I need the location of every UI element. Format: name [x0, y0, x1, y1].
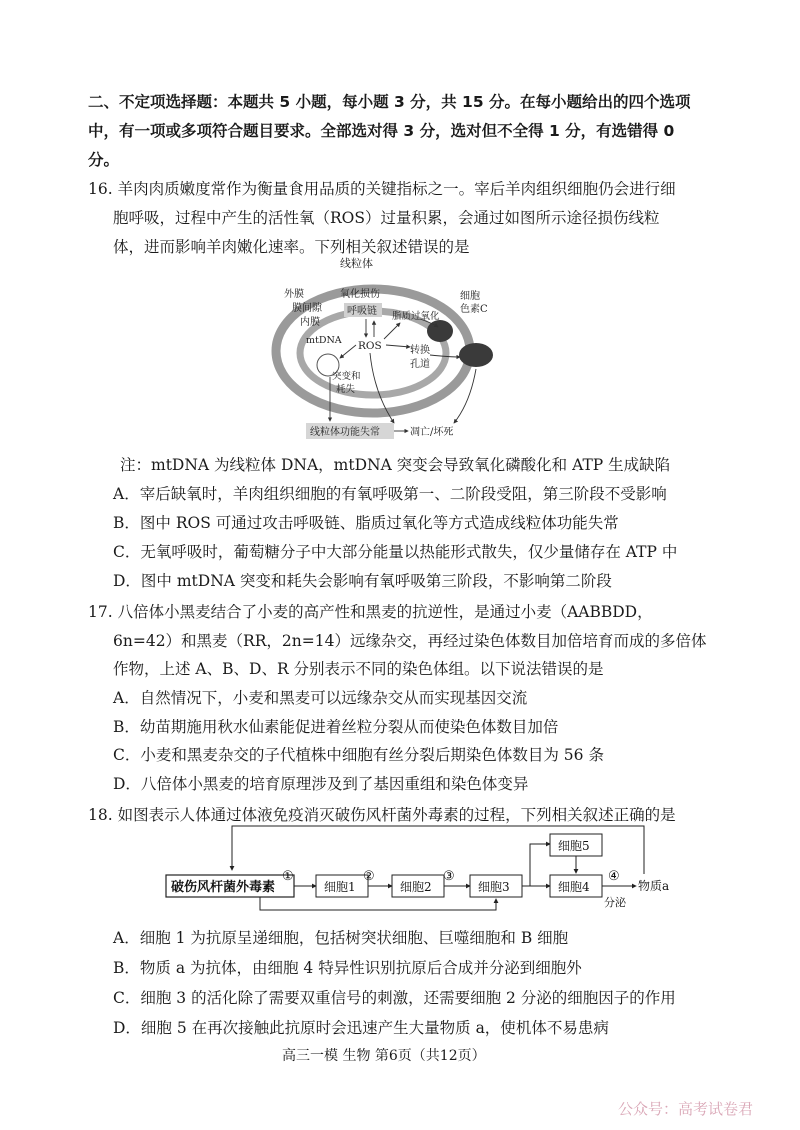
label-cell2: 细胞2 [400, 880, 432, 894]
q18-option-a: A．细胞 1 为抗原呈递细胞，包括树突状细胞、巨噬细胞和 B 细胞 [113, 929, 569, 947]
section-header-line-2: 中，有一项或多项符合题目要求。全部选对得 3 分，选对但不全得 1 分，有选错得 0 [88, 122, 675, 140]
label-step-4: ④ [608, 869, 620, 884]
label-cell5: 细胞5 [558, 839, 590, 853]
q18-stem-line-1: 18. 如图表示人体通过体液免疫消灭破伤风杆菌外毒素的过程，下列相关叙述正确的是 [88, 806, 676, 824]
label-intermembrane: 膜间隙 [292, 303, 322, 314]
section-header-line-1: 二、不定项选择题：本题共 5 小题，每小题 3 分，共 15 分。在每小题给出的四个选项 [88, 93, 691, 111]
q16-option-d: D．图中 mtDNA 突变和耗失会影响有氧呼吸第三阶段，不影响第二阶段 [113, 572, 612, 590]
q16-option-c: C．无氧呼吸时，葡萄糖分子中大部分能量以热能形式散失，仅少量储存在 ATP 中 [113, 543, 678, 561]
label-outer-membrane: 外膜 [284, 289, 304, 300]
q16-option-b: B．图中 ROS 可通过攻击呼吸链、脂质过氧化等方式造成线粒体功能失常 [113, 514, 619, 532]
arrow-ros-to-pore [386, 345, 410, 347]
label-cell4: 细胞4 [558, 880, 590, 894]
label-mutation-line-1: 突变和 [332, 371, 361, 382]
label-lipid-peroxidation: 脂质过氧化 [392, 311, 440, 322]
q17-stem-line-1: 17. 八倍体小黑麦结合了小麦的高产性和黑麦的抗逆性，是通过小麦（AABBDD， [88, 603, 653, 621]
q17-option-d: D．八倍体小黑麦的培育原理涉及到了基因重组和染色体变异 [113, 775, 529, 793]
q17-option-b: B．幼苗期施用秋水仙素能促进着丝粒分裂从而使染色体数目加倍 [113, 718, 559, 736]
q17-stem-line-2: 6n=42）和黑麦（RR，2n=14）远缘杂交，再经过染色体数目加倍培育而成的多倍体 [113, 632, 707, 650]
label-pore-line-1: 转换 [410, 345, 430, 356]
label-inner-membrane: 内膜 [300, 317, 320, 328]
watermark: 公众号：高考试卷君 [618, 1100, 754, 1118]
q17-option-a: A．自然情况下，小麦和黑麦可以远缘杂交从而实现基因交流 [113, 689, 528, 707]
label-respiratory-chain: 呼吸链 [347, 306, 377, 317]
label-step-2: ② [363, 869, 375, 884]
label-mtdna: mtDNA [306, 335, 342, 346]
label-cytochrome-line-2: 色素C [460, 304, 488, 315]
label-cytochrome-line-1: 细胞 [460, 291, 480, 302]
page-footer: 高三一模 生物 第6页（共12页） [282, 1048, 486, 1064]
mitochondrion-diagram [270, 253, 530, 443]
label-step-1: ① [282, 869, 294, 884]
label-toxin: 破伤风杆菌外毒素 [171, 880, 276, 895]
label-dysfunction: 线粒体功能失常 [310, 427, 380, 438]
label-pore-line-2: 孔道 [410, 359, 430, 370]
diagram-title: 线粒体 [340, 257, 373, 270]
section-header-line-3: 分。 [88, 151, 120, 169]
label-mutation-line-2: 耗失 [336, 384, 356, 395]
q16-note: 注：mtDNA 为线粒体 DNA，mtDNA 突变会导致氧化磷酸化和 ATP 生成缺陷 [120, 456, 671, 474]
q17-stem-line-3: 作物，上述 A、B、D、R 分别表示不同的染色体组。以下说法错误的是 [113, 660, 604, 678]
arrow-ros-to-mtdna [340, 345, 356, 358]
q16-stem-line-3: 体，进而影响羊肉嫩化速率。下列相关叙述错误的是 [113, 238, 470, 256]
q18-option-c: C．细胞 3 的活化除了需要双重信号的刺激，还需要细胞 2 分泌的细胞因子的作用 [113, 989, 676, 1007]
label-cell3: 细胞3 [478, 880, 510, 894]
humoral-immunity-diagram [160, 818, 680, 918]
label-apoptosis: 凋亡/坏死 [410, 427, 454, 438]
q18-option-b: B．物质 a 为抗体，由细胞 4 特异性识别抗原后合成并分泌到细胞外 [113, 959, 582, 977]
q16-option-a: A．宰后缺氧时，羊肉组织细胞的有氧呼吸第一、二阶段受阻，第三阶段不受影响 [113, 485, 667, 503]
label-cell1: 细胞1 [324, 880, 356, 894]
cytochrome-blob-2 [459, 343, 493, 367]
label-secrete: 分泌 [604, 896, 626, 909]
q16-stem-line-2: 胞呼吸，过程中产生的活性氧（ROS）过量积累，会通过如图所示途径损伤线粒 [113, 209, 660, 227]
arrow-toxin-to-cell3 [260, 897, 496, 910]
arrow-ros-to-lipid [384, 323, 400, 339]
label-oxidative-damage: 氧化损伤 [340, 289, 380, 300]
q16-stem-line-1: 16. 羊肉肉质嫩度常作为衡量食用品质的关键指标之一。宰后羊肉组织细胞仍会进行细 [88, 180, 676, 198]
arrow-cell3-to-cell5 [530, 844, 550, 886]
label-ros: ROS [358, 340, 382, 352]
q18-option-d: D．细胞 5 在再次接触此抗原时会迅速产生大量物质 a，使机体不易患病 [113, 1019, 609, 1037]
label-substance-a: 物质a [638, 879, 670, 893]
label-step-3: ③ [443, 869, 455, 884]
q17-option-c: C．小麦和黑麦杂交的子代植株中细胞有丝分裂后期染色体数目为 56 条 [113, 746, 604, 764]
